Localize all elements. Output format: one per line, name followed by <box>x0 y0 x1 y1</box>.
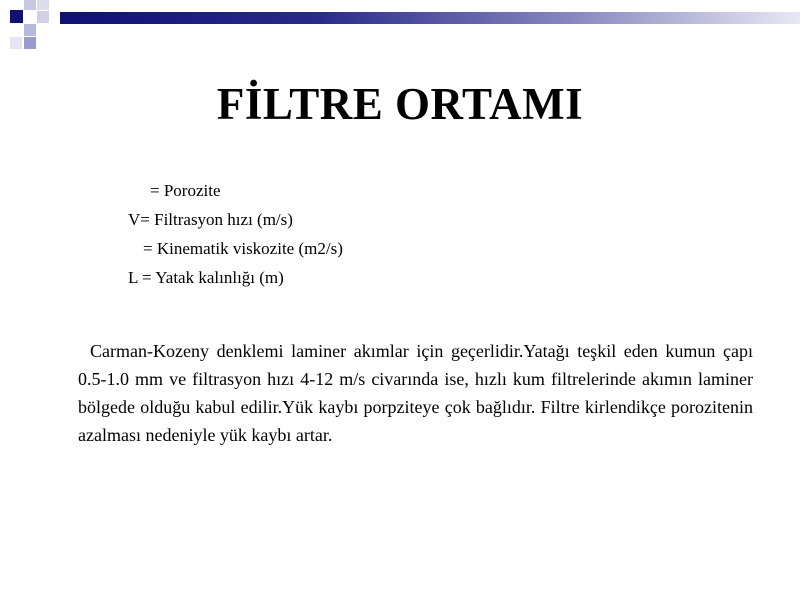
deco-square-dark <box>10 10 23 23</box>
deco-square-light <box>37 11 49 23</box>
definition-viscosity: = Kinematik viskozite (m2/s) <box>143 239 343 258</box>
definition-velocity: V= Filtrasyon hızı (m/s) <box>128 210 293 229</box>
body-paragraph: Carman-Kozeny denklemi laminer akımlar için geçerlidir.Yatağı teşkil eden kumun çapı 0.5-1.0 mm ve filtrasyon hızı 4-12 m/s civarında ise, hızlı kum filtrelerinde akımın laminer bölgede olduğu kabul edilir.Yük kaybı porpziteye çok bağlıdır. Filtre kirlendikçe porozitenin azalması nedeniyle yük kaybı artar. <box>78 341 753 445</box>
deco-square-light <box>10 37 22 49</box>
deco-square-mid <box>24 37 36 49</box>
slide-title: FİLTRE ORTAMI <box>216 79 584 129</box>
header-decoration <box>0 0 800 50</box>
definition-bed-depth: L = Yatak kalınlığı (m) <box>128 268 284 287</box>
definition-porosity: = Porozite <box>150 181 221 200</box>
deco-square-light <box>24 0 36 10</box>
deco-square-light <box>37 0 49 10</box>
deco-square-light <box>24 24 36 36</box>
header-gradient-bar <box>60 12 800 24</box>
